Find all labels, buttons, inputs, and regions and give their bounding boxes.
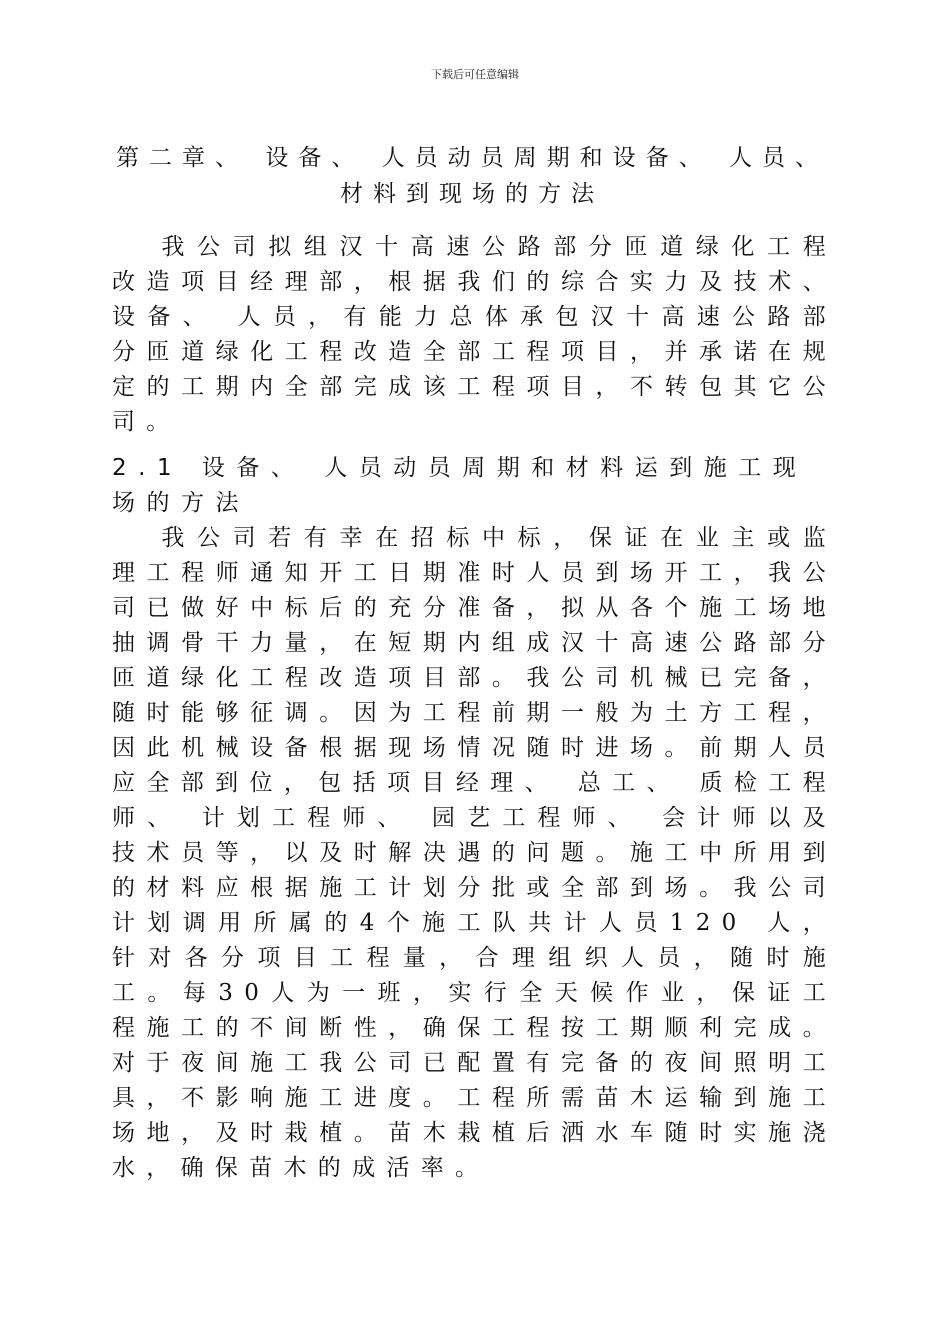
- section-paragraph: [112, 521, 837, 1186]
- intro-paragraph-text: 我公司拟组汉十高速公路部分匝道绿化工程改造项目经理部，根据我们的综合实力及技术、 设备、 人员，有能力总体承包汉十高速公路部分匝道绿化工程改造全部工程项目，并承诺在规定的工期内全部完成该工程项目，不转包其它公司。: [112, 234, 837, 435]
- section-paragraph-text: 我公司若有幸在招标中标，保证在业主或监理工程师通知开工日期准时人员到场开工，我公司已做好中标后的充分准备，拟从各个施工场地抽调骨干力量，在短期内组成汉十高速公路部分匝道绿化工程改造项目部。我公司机械已完备，随时能够征调。因为工程前期一般为土方工程，因此机械设备根据现场情况随时进场。前期人员应全部到位，包括项目经理、 总工、 质检工程师、 计划工程师、 园艺工程师、 会计师以及技术员等，以及时解决遇的问题。施工中所用到的材料应根据施工计划分批或全部到场。我公司计划调用所属的4个施工队共计人员120 人，针对各分项目工程量，合理组织人员，随时施工。每30人为一班，实行全天候作业，保证工程施工的不间断性，确保工程按工期顺利完成。对于夜间施工我公司已配置有完备的夜间照明工具，不影响施工进度。工程所需苗木运输到施工场地，及时栽植。苗木栽植后洒水车随时实施浇水，确保苗木的成活率。: [112, 525, 837, 1181]
- intro-paragraph: [112, 230, 837, 440]
- section-heading: 2.1 设备、 人员动员周期和材料运到施工现场的方法: [112, 455, 808, 516]
- chapter-title: 第二章、 设备、 人员动员周期和设备、 人员、 材料到现场的方法: [116, 145, 828, 207]
- page-header-note: 下载后可任意编辑: [431, 68, 519, 81]
